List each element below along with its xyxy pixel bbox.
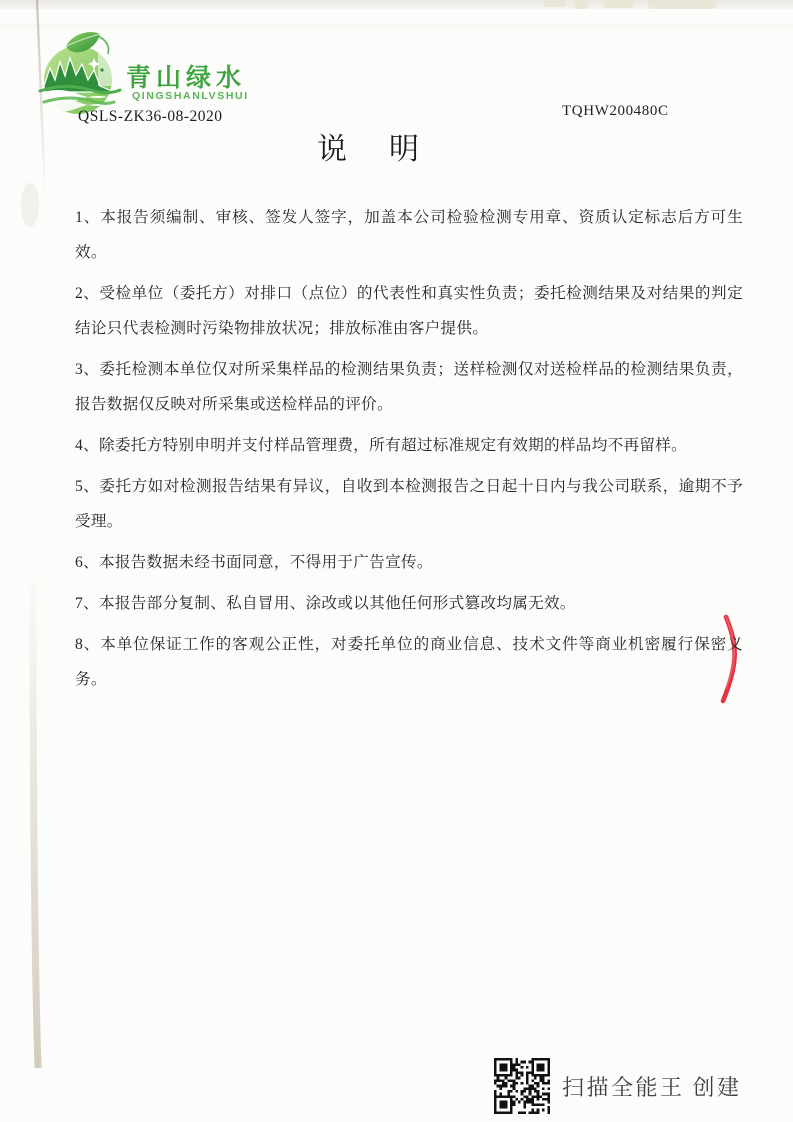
scan-smudge [648, 0, 716, 9]
note-item-4: 4、除委托方特别申明并支付样品管理费，所有超过标准规定有效期的样品均不再留样。 [75, 437, 688, 454]
scan-smudge [604, 0, 634, 8]
document-code: QSLS-ZK36-08-2020 [78, 108, 223, 125]
page-title: 说 明 [317, 133, 425, 166]
note-item-7: 7、本报告部分复制、私自冒用、涂改或以其他任何形式篡改均属无效。 [75, 595, 576, 612]
note-item-6: 6、本报告数据未经书面同意，不得用于广告宣传。 [75, 554, 433, 571]
note-item-2: 2、受检单位（委托方）对排口（点位）的代表性和真实性负责；委托检测结果及对结果的判定结论只代表检测时污染物排放状况；排放标准由客户提供。 [75, 285, 743, 337]
brand-name-pinyin: QINGSHANLVSHUI [132, 90, 249, 102]
page-fold-shadow [33, 580, 38, 1068]
scanner-label: 扫描全能王 创建 [562, 1074, 742, 1100]
scan-smudge [21, 183, 39, 227]
report-number: TQHW200480C [562, 103, 669, 119]
note-item-5: 5、委托方如对检测报告结果有异议，自收到本检测报告之日起十日内与我公司联系，逾期不予受理。 [75, 478, 743, 530]
scan-smudge [574, 0, 588, 9]
note-item-1: 1、本报告须编制、审核、签发人签字，加盖本公司检验检测专用章、资质认定标志后方可生效。 [75, 209, 743, 261]
scan-smudge [544, 0, 566, 7]
note-item-8: 8、本单位保证工作的客观公正性，对委托单位的商业信息、技术文件等商业机密履行保密义务。 [75, 636, 743, 688]
qr-code-icon [494, 1058, 550, 1114]
note-item-3: 3、委托检测本单位仅对所采集样品的检测结果负责；送样检测仅对送检样品的检测结果负责，报告数据仅反映对所采集或送检样品的评价。 [75, 361, 743, 413]
mountain-water-logo-icon [36, 28, 128, 120]
scanner-watermark [494, 1058, 742, 1114]
paper-crease [0, 24, 793, 27]
notes-list [75, 200, 743, 703]
brand-name-chinese: 青山绿水 [126, 64, 247, 92]
